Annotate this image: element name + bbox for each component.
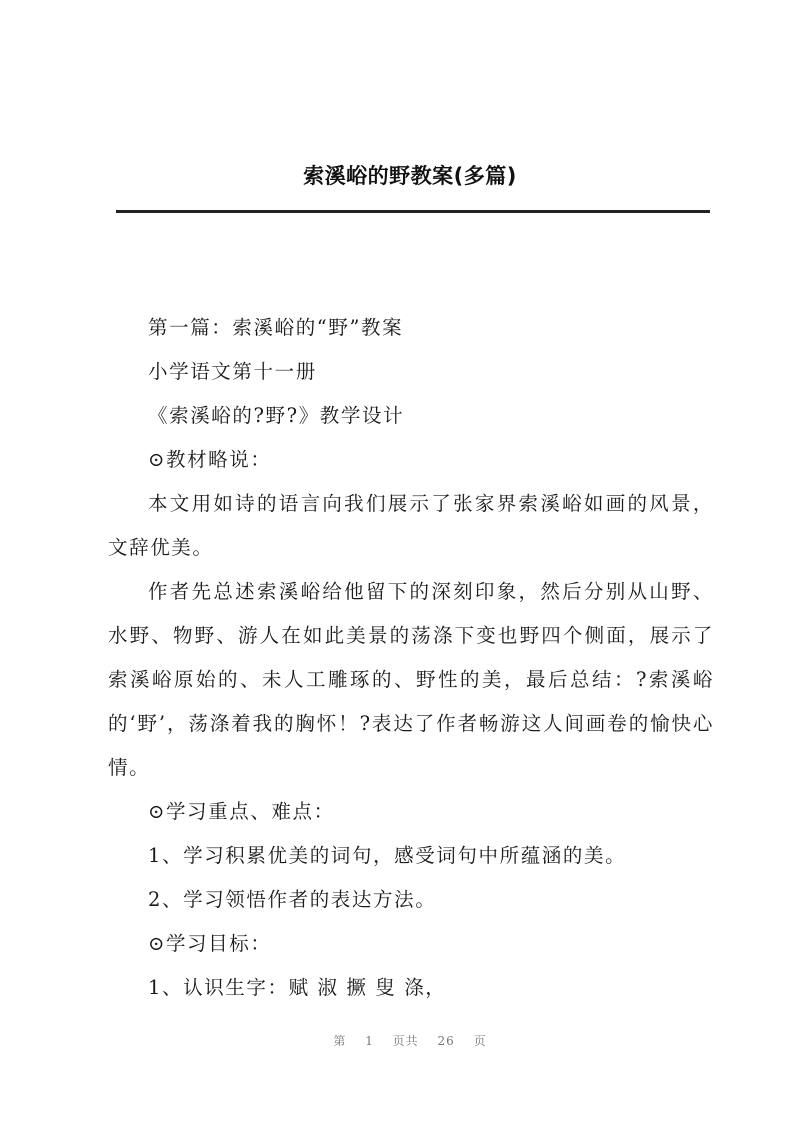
footer-mid: 页共: [392, 1034, 419, 1048]
section-material-overview: ⊙教材略说：: [148, 448, 272, 471]
footer-prefix: 第: [333, 1034, 347, 1048]
page-footer: [0, 1032, 800, 1049]
page-number: 1: [365, 1034, 374, 1048]
paragraph-author-summary: 作者先总述索溪峪给他留下的深刻印象，然后分别从山野、水野、物野、游人在如此美景的荡涤下变也野四个侧面，展示了索溪峪原始的、未人工雕琢的、野性的美，最后总结：?索溪峪的‘野’，荡涤着我的胸怀！?表达了作者畅游这人间画卷的愉快心情。: [108, 580, 714, 779]
list-item-goal-1: 1、认识生字：赋 淑 撅 叟 涤，: [148, 976, 447, 999]
footer-suffix: 页: [473, 1034, 487, 1048]
document-body: [108, 306, 714, 1010]
total-pages: 26: [437, 1034, 455, 1048]
list-item-key-point-2: 2、学习领悟作者的表达方法。: [148, 888, 437, 911]
textbook-volume: 小学语文第十一册: [148, 360, 317, 383]
section-key-points: ⊙学习重点、难点：: [148, 800, 335, 823]
title-divider: [116, 210, 710, 213]
lesson-design-title: 《索溪峪的?野?》教学设计: [148, 404, 405, 427]
list-item-key-point-1: 1、学习积累优美的词句，感受词句中所蕴涵的美。: [148, 844, 627, 867]
heading-part-one: 第一篇：索溪峪的“野”教案: [148, 316, 404, 339]
document-title: 索溪峪的野教案(多篇): [303, 164, 517, 188]
paragraph-overview-text: 本文用如诗的语言向我们展示了张家界索溪峪如画的风景，文辞优美。: [108, 492, 714, 559]
section-learning-goals: ⊙学习目标：: [148, 932, 272, 955]
